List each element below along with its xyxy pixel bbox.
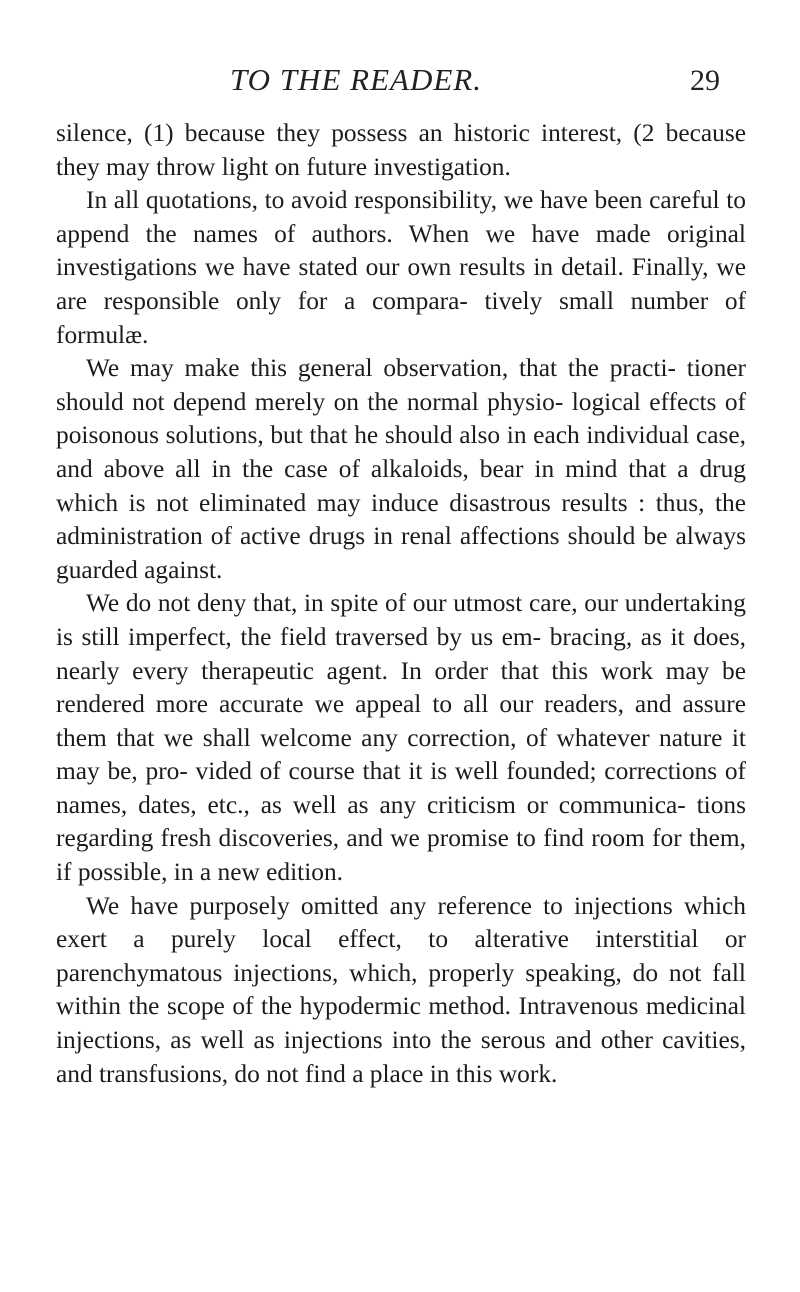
running-head: [0, 62, 800, 102]
page-number: 29: [690, 64, 720, 97]
paragraph-general-observation: We may make this general observation, that the practi- tioner should not depend merely on the normal physio- logical effects of poisonous solutions, but that he should also in each individual case, and above all in the case of alkaloids, bear in mind that a drug which is not eliminated may induce disastrous results : thus, the administration of active drugs in renal affections should be always guarded against.: [56, 354, 746, 584]
paragraph-omitted-injections: We have purposely omitted any reference to injections which exert a purely local effect, to alterative interstitial or parenchymatous injections, which, properly speaking, do not fall within the scope of the hypodermic method. Intravenous medicinal injections, as well as injections into the serous and other cavities, and transfusions, do not find a place in this work.: [56, 891, 746, 1088]
paragraph-quotations: In all quotations, to avoid responsibility, we have been careful to append the names of authors. When we have made original investigations we have stated our own results in detail. Finally, we are responsible only for a compara- tively small number of formulæ.: [56, 186, 746, 349]
paragraph-imperfect-undertaking: We do not deny that, in spite of our utmost care, our undertaking is still imperfect, the field traversed by us em- bracing, as it does, nearly every therapeutic agent. In order that this work may be rendered more accurate we appeal to all our readers, and assure them that we shall welcome any correction, of whatever nature it may be, pro- vided of course that it is well founded; corrections of names, dates, etc., as well as any criticism or communica- tions regarding fresh discoveries, and we promise to find room for them, if possible, in a new edition.: [56, 589, 746, 887]
body-text: [56, 117, 746, 1091]
running-title: TO THE READER.: [230, 62, 482, 97]
paragraph-continued: silence, (1) because they possess an historic interest, (2 because they may throw light on future investigation.: [56, 119, 746, 181]
